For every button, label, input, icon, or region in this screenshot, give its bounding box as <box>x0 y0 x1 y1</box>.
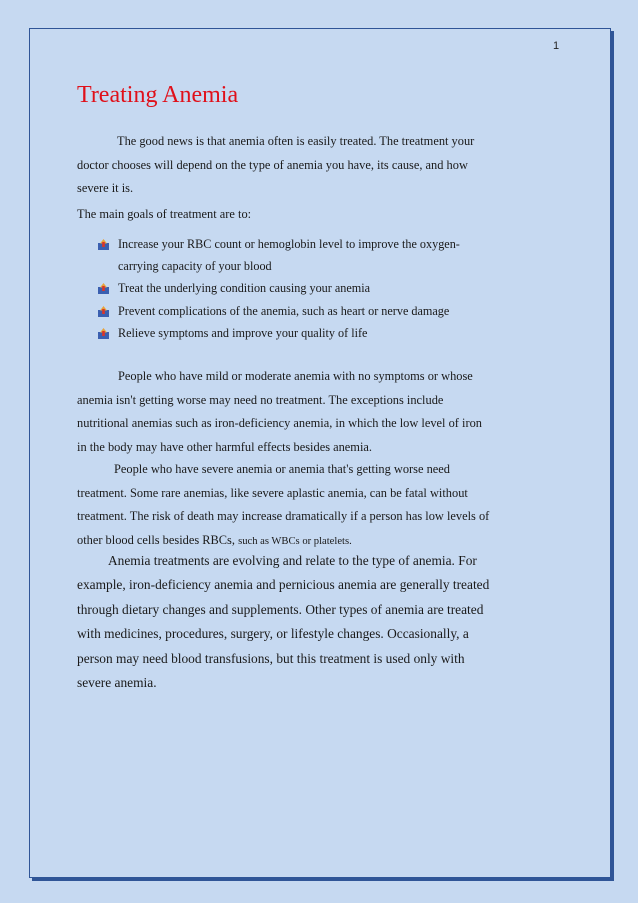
text-line: treatment. Some rare anemias, like severe aplastic anemia, can be fatal without <box>77 485 468 500</box>
list-item-text: Prevent complications of the anemia, such as heart or nerve damage <box>118 303 450 318</box>
arrow-bullet-icon <box>98 328 109 339</box>
list-item-text: Increase your RBC count or hemoglobin level to improve the oxygen- <box>118 237 460 251</box>
mild-anemia-paragraph <box>77 365 567 459</box>
list-item <box>98 322 460 344</box>
arrow-bullet-icon <box>98 306 109 317</box>
treatments-paragraph <box>77 549 567 695</box>
text-line: treatment. The risk of death may increase dramatically if a person has low levels of <box>77 509 490 523</box>
page-title: Treating Anemia <box>77 82 239 108</box>
text-line: person may need blood transfusions, but this treatment is used only with <box>77 650 465 666</box>
text-line: People who have severe anemia or anemia that's getting worse need <box>114 462 450 476</box>
text-line: example, iron-deficiency anemia and pernicious anemia are generally treated <box>77 577 490 593</box>
text-line: doctor chooses will depend on the type of anemia you have, its cause, and how <box>77 157 468 172</box>
small-text-segment: such as WBCs or platelets. <box>238 535 352 547</box>
intro-paragraph <box>77 130 567 201</box>
goals-list <box>98 233 460 344</box>
text-line: in the body may have other harmful effects besides anemia. <box>77 439 372 454</box>
text-line: People who have mild or moderate anemia with no symptoms or whose <box>118 369 473 383</box>
text-line: anemia isn't getting worse may need no treatment. The exceptions include <box>77 392 444 407</box>
list-item-text: Relieve symptoms and improve your quality of life <box>118 325 368 340</box>
arrow-bullet-icon <box>98 239 109 250</box>
text-line: with medicines, procedures, surgery, or lifestyle changes. Occasionally, a <box>77 626 469 642</box>
text-line: severe it is. <box>77 181 134 195</box>
text-line: through dietary changes and supplements. Other types of anemia are treated <box>77 601 484 617</box>
list-item-text: Treat the underlying condition causing your anemia <box>118 281 371 296</box>
list-item <box>98 233 460 277</box>
page-number: 1 <box>553 40 560 52</box>
list-item <box>98 277 460 299</box>
text-segment: other blood cells besides RBCs, <box>77 532 235 547</box>
list-item-text: carrying capacity of your blood <box>118 259 272 274</box>
severe-anemia-paragraph <box>77 458 567 553</box>
list-item <box>98 300 460 322</box>
arrow-bullet-icon <box>98 283 109 294</box>
text-line: severe anemia. <box>77 675 157 691</box>
goals-intro: The main goals of treatment are to: <box>77 207 252 221</box>
text-line: Anemia treatments are evolving and relate to the type of anemia. For <box>108 553 477 568</box>
text-line: nutritional anemias such as iron-deficiency anemia, in which the low level of iron <box>77 416 482 430</box>
text-line: The good news is that anemia often is easily treated. The treatment your <box>117 134 475 148</box>
